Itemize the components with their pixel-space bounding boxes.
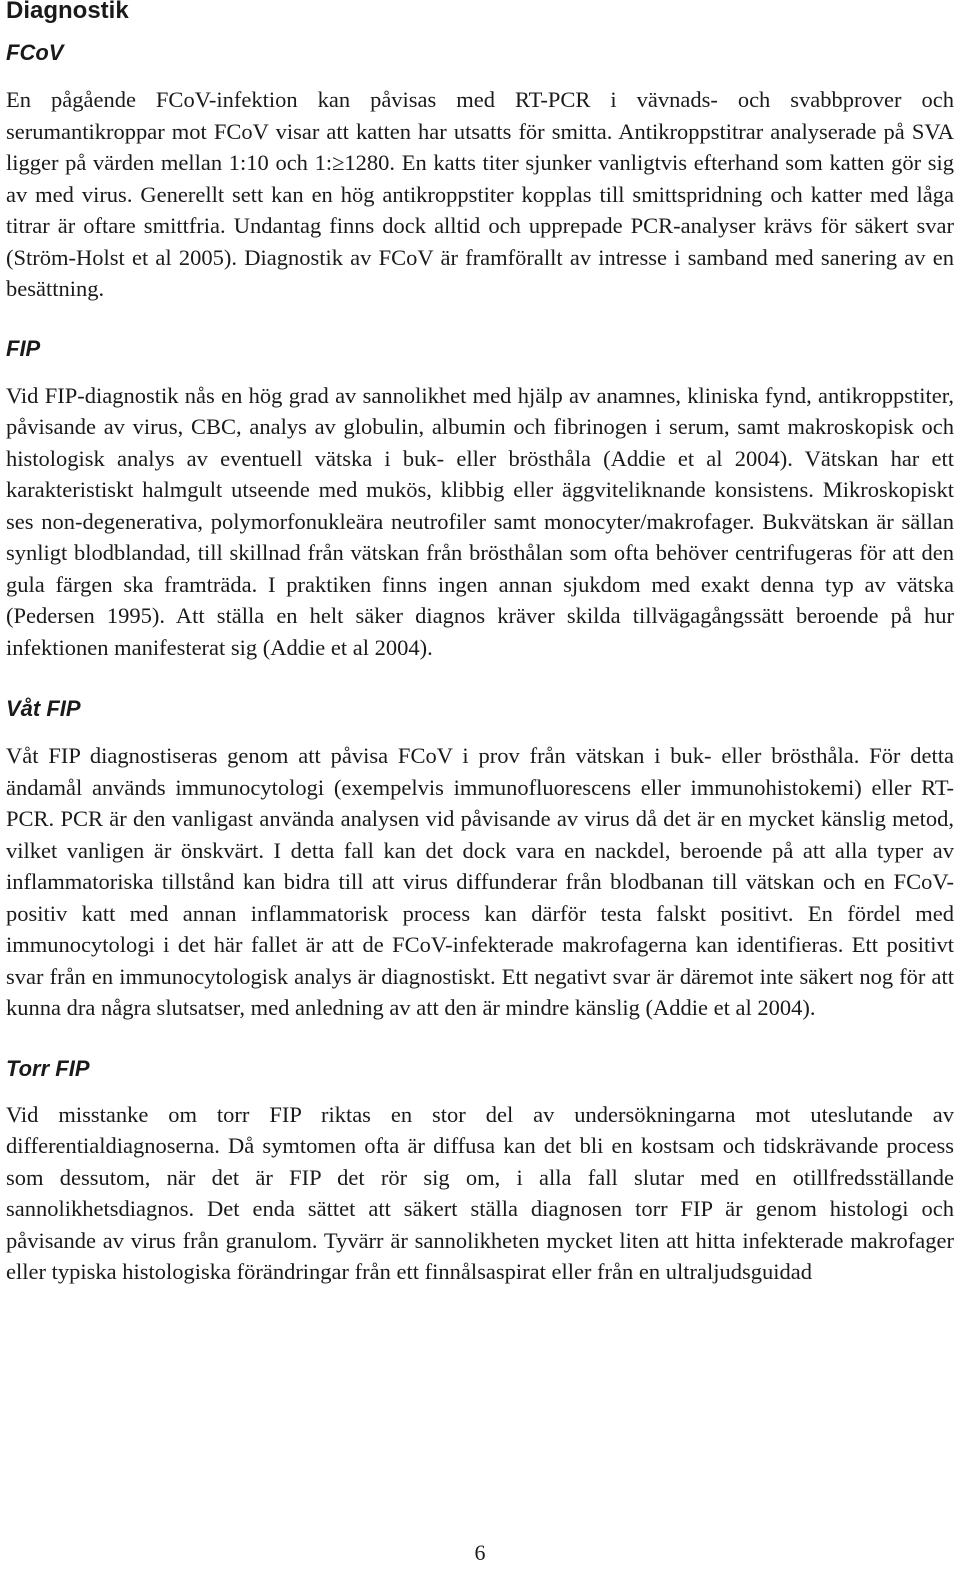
section-heading-fip: FIP [6, 335, 41, 361]
document-page [6, 0, 954, 1288]
page-number: 6 [474, 1540, 486, 1565]
section-paragraph-fcov: En pågående FCoV-infektion kan påvisas med RT-PCR i vävnads- och svabbprover och serumantikroppar mot FCoV visar att katten har utsatts för smitta. Antikroppstitrar analyserade på SVA ligger på värden mellan 1:10 och 1:≥1280. En katts titer sjunker vanligtvis efterhand som katten gör sig av med virus. Generellt sett kan en hög antikroppstiter kopplas till smittspridning och katter med låga titrar är oftare smittfria. Undantag finns dock alltid och upprepade PCR-analyser krävs för säkert svar (Ström-Holst et al 2005). Diagnostik av FCoV är framförallt av intresse i samband med sanering av en besättning. [6, 87, 954, 301]
section-heading-torr-fip: Torr FIP [6, 1055, 90, 1081]
section-heading-vat-fip: Våt FIP [6, 696, 81, 721]
section-paragraph-torr-fip: Vid misstanke om torr FIP riktas en stor del av undersökningarna mot uteslutande av differentialdiagnoserna. Då symtomen ofta är diffusa kan det bli en kostsam och tidskrävande process som dessutom, när det är FIP det rör sig om, i alla fall slutar med en otillfredsställande sannolikhetsdiagnos. Det enda sättet att säkert ställa diagnosen torr FIP är genom histologi och påvisande av virus från granulom. Tyvärr är sannolikheten mycket liten att hitta infekterade makrofager eller typiska histologiska förändringar från ett finnålsaspirat eller från en ultraljudsguidad [6, 1101, 954, 1284]
section-paragraph-fip: Vid FIP-diagnostik nås en hög grad av sannolikhet med hjälp av anamnes, kliniska fynd, antikroppstiter, påvisande av virus, CBC, analys av globulin, albumin och fibrinogen i serum, samt makroskopisk och histologisk analys av eventuell vätska i buk- eller brösthåla (Addie et al 2004). Vätskan har ett karakteristiskt halmgult utseende med mukös, klibbig eller äggviteliknande konsistens. Mikroskopiskt ses non-degenerativa, polymorfonukleära neutrofiler samt monocyter/makrofager. Bukvätskan är sällan synligt blodblandad, till skillnad från vätskan från brösthålan som ofta behöver centrifugeras för att den gula färgen ska framträda. I praktiken finns ingen annan sjukdom med exakt denna typ av vätska (Pedersen 1995). Att ställa en helt säker diagnos kräver skilda tillvägagångssätt beroende på hur infektionen manifesterat sig (Addie et al 2004). [6, 382, 954, 660]
page-title: Diagnostik [6, 0, 129, 24]
section-heading-fcov: FCoV [6, 40, 64, 65]
section-paragraph-vat-fip: Våt FIP diagnostiseras genom att påvisa FCoV i prov från vätskan i buk- eller brösthåla. För detta ändamål används immunocytologi (exempelvis immunofluorescens eller immunohistokemi) eller RT-PCR. PCR är den vanligast använda analysen vid påvisande av virus då det är en mycket känslig metod, vilket vanligen är önskvärt. I detta fall kan det dock vara en nackdel, beroende på att alla typer av inflammatoriska tillstånd kan bidra till att virus diffunderar från blodbanan till vätskan och en FCoV-positiv katt med annan inflammatorisk process kan därför testa falskt positivt. En fördel med immunocytologi i det här fallet är att de FCoV-infekterade makrofagerna kan identifieras. Ett positivt svar från en immunocytologisk analys är diagnostiskt. Ett negativt svar är däremot inte säkert nog för att kunna dra några slutsatser, med anledning av att den är mindre känslig (Addie et al 2004). [6, 743, 954, 1020]
